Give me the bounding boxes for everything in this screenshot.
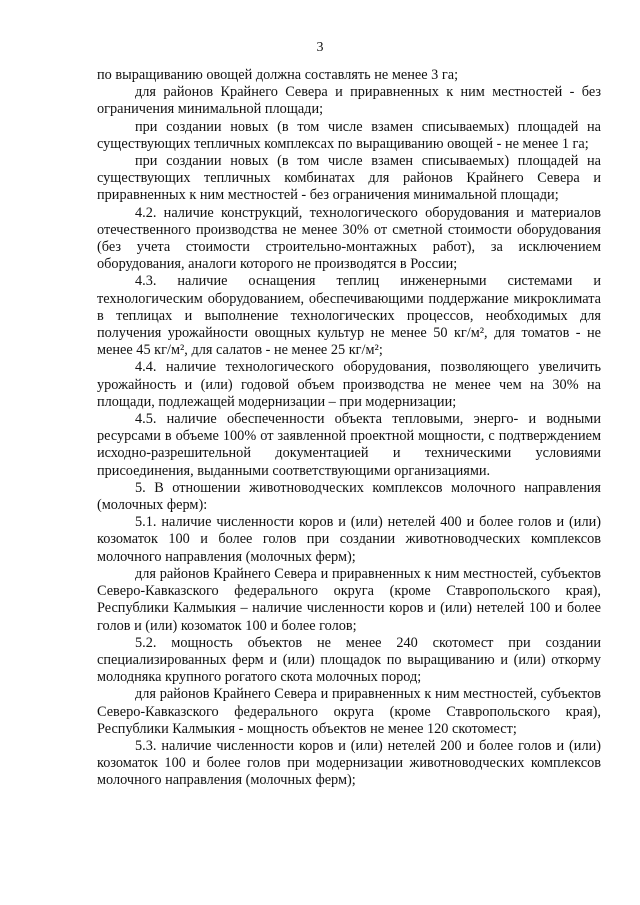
document-body (97, 67, 601, 790)
paragraph: 5. В отношении животноводческих комплексов молочного направления (молочных ферм): (97, 479, 601, 514)
paragraph: для районов Крайнего Севера и приравненных к ним местностей, субъектов Северо-Кавказского федерального округа (кроме Ставропольского края), Республики Калмыкия - мощность объектов не менее 120 скотомест; (97, 686, 601, 737)
paragraph: при создании новых (в том числе взамен списываемых) площадей на существующих тепличных комбинатах для районов Крайнего Севера и приравненных к ним местностей - без ограничения минимальной площади; (97, 153, 601, 204)
paragraph: для районов Крайнего Севера и приравненных к ним местностей, субъектов Северо-Кавказского федерального округа (кроме Ставропольского края), Республики Калмыкия – наличие численности коров и (или) нетелей 100 и более голов и (или) козоматок 100 и более голов; (97, 565, 601, 634)
page-number: 3 (316, 40, 324, 55)
paragraph: 4.5. наличие обеспеченности объекта тепловыми, энерго- и водными ресурсами в объеме 100% от заявленной проектной мощности, с подтверждением исходно-разрешительной документацией и техническими условиями присоединения, выданными соответствующими организациями. (97, 411, 601, 479)
paragraph: 5.3. наличие численности коров и (или) нетелей 200 и более голов и (или) козоматок 100 и более голов при модернизации животноводческих комплексов молочного направления (молочных ферм); (97, 737, 601, 789)
paragraph: 4.2. наличие конструкций, технологического оборудования и материалов отечественного производства не менее 30% от сметной стоимости оборудования (без учета стоимости строительно-монтажных работ), за исключением оборудования, аналоги которого не производятся в России; (97, 204, 601, 273)
paragraph: при создании новых (в том числе взамен списываемых) площадей на существующих тепличных комплексах по выращиванию овощей - не менее 1 га; (97, 118, 601, 152)
paragraph: по выращиванию овощей должна составлять не менее 3 га; (97, 67, 459, 83)
paragraph: 5.1. наличие численности коров и (или) нетелей 400 и более голов и (или) козоматок 100 и более голов при создании животноводческих комплексов молочного направления (молочных ферм); (97, 514, 601, 565)
paragraph: 4.3. наличие оснащения теплиц инженерными системами и технологическим оборудованием, обеспечивающими поддержание микроклимата в теплицах и выполнение технологических процессов, необходимых для получения урожайности овощных культур не менее 50 кг/м², для томатов - не менее 45 кг/м², для салатов - не менее 25 кг/м²; (97, 273, 601, 359)
paragraph: 5.2. мощность объектов не менее 240 скотомест при создании специализированных ферм и (или) площадок по выращиванию и (или) откорму молодняка крупного рогатого скота молочных пород; (97, 634, 601, 686)
paragraph: 4.4. наличие технологического оборудования, позволяющего увеличить урожайность и (или) годовой объем производства не менее чем на 30% на площади, подлежащей модернизации – при модернизации; (97, 359, 601, 410)
paragraph: для районов Крайнего Севера и приравненных к ним местностей - без ограничения минимальной площади; (97, 84, 601, 118)
